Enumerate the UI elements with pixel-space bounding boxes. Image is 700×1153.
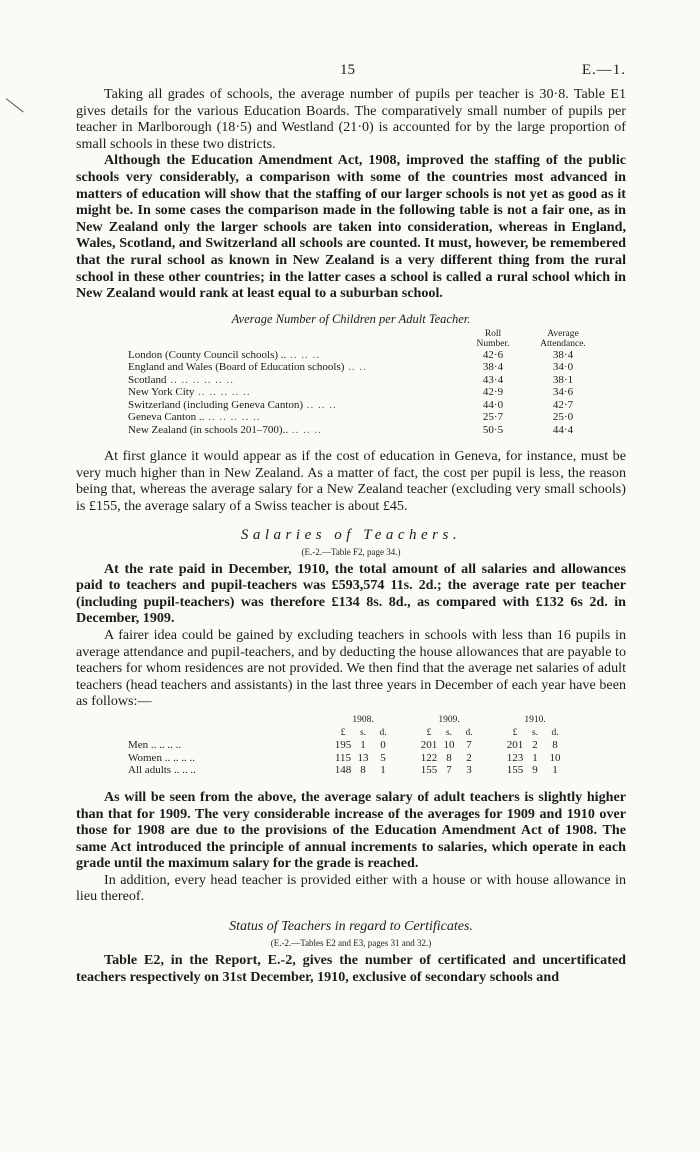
- col-att-line2: Attendance.: [540, 338, 586, 349]
- row-label: Scotland: [128, 373, 167, 386]
- salary-value: 148: [334, 764, 352, 777]
- salary-value: 10: [549, 751, 561, 764]
- table-row: [128, 411, 598, 424]
- paragraph-total-salaries: At the rate paid in December, 1910, the total amount of all salaries and allowances paid to teachers and pupil-teachers was £593,574 11s. 2d.; the average rate per teacher (including pupil-teachers) was therefore £134 8s. 8d., as compared with £132 6s 2d. in December, 1909.: [76, 560, 626, 627]
- average-attendance: 42·7: [552, 398, 574, 411]
- leader-dots: .. .. ..: [170, 751, 195, 764]
- salary-value: 10: [443, 739, 455, 752]
- roll-number: 38·4: [482, 361, 504, 374]
- average-attendance: 38·1: [552, 373, 574, 386]
- leader-dots: .. .. .. .. .. ..: [166, 373, 234, 386]
- salary-value: 7: [446, 764, 452, 777]
- section-salaries-source: (E.-2.—Table F2, page 34.): [301, 546, 401, 557]
- paragraph-pupils-per-teacher: Taking all grades of schools, the average number of pupils per teacher is 30·8. Table E1 gives details for the various Education Boards. The comparatively small number of pupils per teacher in Marlborough (18·5) and Westland (21·0) is accounted for by the large proportion of small schools in these two districts.: [76, 86, 626, 152]
- roll-number: 44·0: [482, 398, 504, 411]
- table-row: [128, 424, 598, 437]
- col-att-line1: Average: [547, 328, 579, 339]
- salary-value: 0: [380, 739, 386, 752]
- salary-value: 13: [357, 751, 369, 764]
- paragraph-fairer-idea: A fairer idea could be gained by excluding teachers in schools with less than 16 pupils in average attendance and pupil-teachers, and by deducting the house allowances that are payable to teachers for whom residences are not provided. We then find that the average net salaries of adult teachers (head teachers and assistants) in the last three years in December of each year have been as follows:—: [76, 626, 626, 710]
- table-children-per-teacher: [128, 329, 598, 437]
- row-label: England and Wales (Board of Education schools): [128, 361, 345, 374]
- salary-value: 195: [334, 739, 352, 752]
- col-roll-line2: Number.: [476, 338, 510, 349]
- salary-value: 1: [552, 764, 558, 777]
- unit-header: £: [426, 727, 432, 738]
- table-row: [128, 764, 565, 777]
- row-label: Geneva Canton ..: [128, 411, 205, 424]
- year-header: 1909.: [438, 714, 460, 725]
- unit-header: £: [340, 727, 346, 738]
- page-number: 15: [340, 62, 355, 78]
- year-header-row: [128, 714, 565, 727]
- salary-value: 155: [506, 764, 524, 777]
- salary-value: 2: [466, 751, 472, 764]
- paragraph-amendment-act: Although the Education Amendment Act, 1908, improved the staffing of the public schools very considerably, a comparison with some of the countries most advanced in matters of education will show that the staffing of our larger schools is not yet as good as it might be. In some cases the comparison made in the following table is not a fair one, as in New Zealand only the larger schools are taken into consideration, whereas in England, Wales, Scotland, and Switzerland all schools are counted. It must, however, be remembered that the rural school as known in New Zealand is a very different thing from the rural school in these other countries; in the latter cases a school is called a rural school which in New Zealand would rank at least equal to a suburban school.: [76, 152, 626, 302]
- table-row: [128, 349, 598, 362]
- salary-value: 2: [532, 739, 538, 752]
- table-row: [128, 386, 598, 399]
- leader-dots: .. .. .. .. ..: [204, 411, 261, 424]
- salary-value: 1: [532, 751, 538, 764]
- row-label: Switzerland (including Geneva Canton): [128, 398, 304, 411]
- col-roll-line1: Roll: [484, 328, 502, 339]
- salary-value: 8: [446, 751, 452, 764]
- leader-dots: .. .. ..: [303, 398, 337, 411]
- table-row: [128, 739, 565, 752]
- roll-number: 43·4: [482, 373, 504, 386]
- salary-value: 155: [420, 764, 438, 777]
- salary-value: 1: [360, 739, 366, 752]
- unit-header: £: [512, 727, 518, 738]
- table-row: [128, 752, 565, 765]
- roll-number: 42·9: [482, 386, 504, 399]
- section-status-source: (E.-2.—Tables E2 and E3, pages 31 and 32.): [270, 938, 432, 949]
- leader-dots: .. .. ..: [286, 348, 321, 361]
- roll-number: 50·5: [482, 423, 504, 436]
- document-reference: E.—1.: [581, 62, 626, 78]
- unit-header: s.: [531, 727, 539, 738]
- section-salaries-title: Salaries of Teachers.: [240, 526, 462, 543]
- roll-number: 25·7: [482, 411, 504, 424]
- salary-value: 8: [552, 739, 558, 752]
- salary-value: 122: [420, 751, 438, 764]
- average-attendance: 25·0: [552, 411, 574, 424]
- leader-dots: .. ..: [344, 361, 367, 374]
- units-header-row: [128, 727, 565, 740]
- unit-header: d.: [465, 727, 473, 738]
- average-attendance: 34·6: [552, 386, 574, 399]
- row-label: New Zealand (in schools 201–700)..: [128, 423, 289, 436]
- year-header: 1910.: [524, 714, 546, 725]
- row-label: London (County Council schools) ..: [128, 348, 287, 361]
- page-header: [76, 62, 626, 86]
- row-label: All adults: [128, 764, 172, 777]
- row-label: Men: [128, 739, 149, 752]
- leader-dots: .. .. .. ..: [148, 739, 182, 752]
- table-row: [128, 399, 598, 412]
- unit-header: s.: [445, 727, 453, 738]
- table-children-title: Average Number of Children per Adult Teacher.: [231, 311, 471, 326]
- leader-dots: .. .. .. .. ..: [194, 386, 251, 399]
- unit-header: d.: [551, 727, 559, 738]
- leader-dots: .. .. ..: [171, 764, 196, 777]
- document-page: [76, 62, 626, 985]
- roll-number: 42·6: [482, 348, 504, 361]
- unit-header: s.: [359, 727, 367, 738]
- row-label: Women ..: [128, 751, 171, 764]
- average-attendance: 34·0: [552, 361, 574, 374]
- year-header: 1908.: [352, 714, 374, 725]
- average-attendance: 44·4: [552, 423, 574, 436]
- paragraph-certificated-teachers: Table E2, in the Report, E.-2, gives the number of certificated and uncertificated teachers respectively on 31st December, 1910, exclusive of secondary schools and: [76, 952, 626, 985]
- paragraph-house-allowance: In addition, every head teacher is provided either with a house or with house allowance in lieu thereof.: [76, 871, 626, 905]
- salary-value: 8: [360, 764, 366, 777]
- salary-value: 201: [420, 739, 438, 752]
- table-net-salaries: [128, 714, 565, 777]
- salary-value: 9: [532, 764, 538, 777]
- salary-value: 7: [466, 739, 472, 752]
- salary-value: 5: [380, 751, 386, 764]
- table-row: [128, 361, 598, 374]
- leader-dots: .. .. ..: [288, 423, 322, 436]
- margin-mark: [6, 98, 24, 112]
- salary-value: 115: [334, 751, 352, 764]
- salary-value: 201: [506, 739, 524, 752]
- table-row: [128, 374, 598, 387]
- unit-header: d.: [379, 727, 387, 738]
- average-attendance: 38·4: [552, 348, 574, 361]
- salary-value: 3: [466, 764, 472, 777]
- paragraph-salary-increase: As will be seen from the above, the average salary of adult teachers is slightly higher than that for 1909. The very considerable increase of the averages for 1909 and 1910 over those for 1908 are due to the provisions of the Education Amendment Act of 1908. The same Act introduced the principle of annual increments to salaries, which operate in each grade until the maximum salary for the grade is reached.: [76, 788, 626, 872]
- salary-value: 123: [506, 751, 524, 764]
- paragraph-geneva-cost: At first glance it would appear as if the cost of education in Geneva, for instance, must be very much higher than in New Zealand. As a matter of fact, the cost per pupil is less, the reason being that, whereas the average salary for a New Zealand teacher (excluding very small schools) is £155, the average salary of a Swiss teacher is about £45.: [76, 448, 626, 514]
- salary-value: 1: [380, 764, 386, 777]
- section-status-title: Status of Teachers in regard to Certificates.: [229, 919, 473, 935]
- row-label: New York City: [128, 386, 195, 399]
